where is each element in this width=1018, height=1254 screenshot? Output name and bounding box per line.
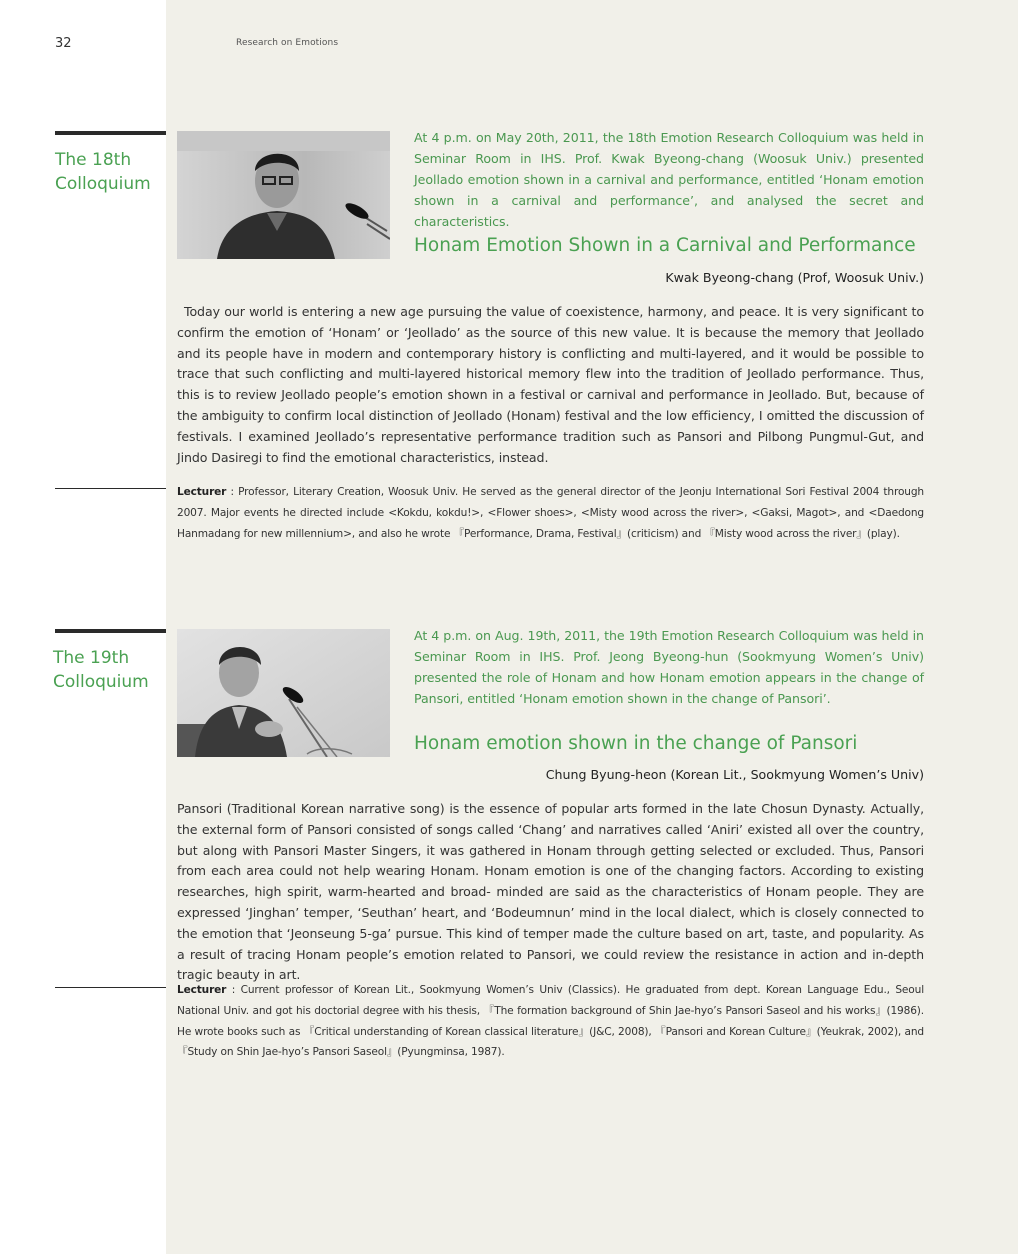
page-number: 32 xyxy=(55,36,72,51)
section-title-line1: The 19th xyxy=(53,648,130,668)
lecturer-bio-text: : Professor, Literary Creation, Woosuk Univ. He served as the general director of the Jeonju International Sori Festival 2004 through 2007. Major events he directed include <Kokdu, kokdu!>, <Flower shoes>, <Misty wood across the river>, <Gaksi, Magot>, and <Daedong Hanmadang for new millennium>, and also he wrote 『Performance, Drama, Festival』(criticism) and 『Misty wood across the river』(play). xyxy=(177,486,924,540)
colloquium-intro: At 4 p.m. on May 20th, 2011, the 18th Emotion Research Colloquium was held in Seminar Room in IHS. Prof. Kwak Byeong-chang (Woosuk Univ.) presented Jeollado emotion shown in a carnival and performance, entitled ‘Honam emotion shown in a carnival and performance’, and analysed the secret and characteristics. xyxy=(414,130,924,229)
lecturer-bio-text: : Current professor of Korean Lit., Sookmyung Women’s Univ (Classics). He graduated from dept. Korean Language Edu., Seoul National Univ. and got his doctorial degree with his thesis, 『The formation background of Shin Jae-hyo’s Pansori Saseol and his works』(1986). He wrote books such as 『Critical understanding of Korean classical literature』(J&C, 2008), 『Pansori and Korean Culture』(Yeukrak, 2002), and 『Study on Shin Jae-hyo’s Pansori Saseol』(Pyungminsa, 1987). xyxy=(177,984,924,1059)
speaker-photo xyxy=(177,131,390,259)
abstract-body: Pansori (Traditional Korean narrative song) is the essence of popular arts formed in the late Chosun Dynasty. Actually, the external form of Pansori consisted of songs called ‘Chang’ and narratives called ‘Aniri’ existed all over the country, but along with Pansori Master Singers, it was gathered in Honam through getting selected or excluded. Thus, Pansori from each area could not help wearing Honam. Honam emotion is one of the changing factors. According to existing researches, high spirit, warm-hearted and broad- minded are said as the characteristics of Honam people. They are expressed ‘Jinghan’ temper, ‘Seuthan’ heart, and ‘Bodeumnun’ mind in the local dialect, which is closely connected to the emotion that ‘Jeonseung 5-ga’ pursue. This kind of temper made the culture based on art, taste, and popularity. As a result of tracing Honam people’s emotion related to Pansori, we could review the resistance in action and in-depth tragic beauty in art. xyxy=(177,801,924,983)
lecturer-bio xyxy=(177,980,924,1063)
speaker-name: Kwak Byeong-chang (Prof, Woosuk Univ.) xyxy=(665,270,924,285)
section-title xyxy=(53,646,163,694)
lecturer-label: Lecturer xyxy=(177,984,227,996)
speaker-name: Chung Byung-heon (Korean Lit., Sookmyung Women’s Univ) xyxy=(545,767,924,782)
section-title-line2: Colloquium xyxy=(55,174,151,194)
section-rule xyxy=(55,629,166,633)
running-header: Research on Emotions xyxy=(236,38,339,48)
lecturer-rule xyxy=(55,987,166,988)
section-rule xyxy=(55,131,166,135)
lecturer-label: Lecturer xyxy=(177,486,227,498)
lecturer-rule xyxy=(55,488,166,489)
talk-title: Honam Emotion Shown in a Carnival and Performance xyxy=(414,235,916,256)
section-title-line2: Colloquium xyxy=(53,672,149,692)
section-title-line1: The 18th xyxy=(55,150,132,170)
abstract-body: Today our world is entering a new age pursuing the value of coexistence, harmony, and peace. It is very significant to confirm the emotion of ‘Honam’ or ‘Jeollado’ as the source of this new value. It is because the memory that Jeollado and its people have in modern and contemporary history is conflicting and multi-layered, and it would be possible to trace that such conflicting and multi-layered historical memory flew into the tradition of Jeollado performance. Thus, this is to review Jeollado people’s emotion shown in a festival or carnival and performance in Jeollado. But, because of the ambiguity to confirm local distinction of Jeollado (Honam) festival and the low efficiency, I omitted the discussion of festivals. I examined Jeollado’s representative performance tradition such as Pansori and Pilbong Pungmul-Gut, and Jindo Dasiregi to find the emotional characteristics, instead. xyxy=(177,304,924,465)
section-title xyxy=(55,148,165,196)
speaker-photo xyxy=(177,629,390,757)
colloquium-intro: At 4 p.m. on Aug. 19th, 2011, the 19th Emotion Research Colloquium was held in Seminar Room in IHS. Prof. Jeong Byeong-hun (Sookmyung Women’s Univ) presented the role of Honam and how Honam emotion appears in the change of Pansori, entitled ‘Honam emotion shown in the change of Pansori’. xyxy=(414,628,924,706)
lecturer-bio xyxy=(177,482,924,544)
talk-title: Honam emotion shown in the change of Pansori xyxy=(414,733,858,754)
